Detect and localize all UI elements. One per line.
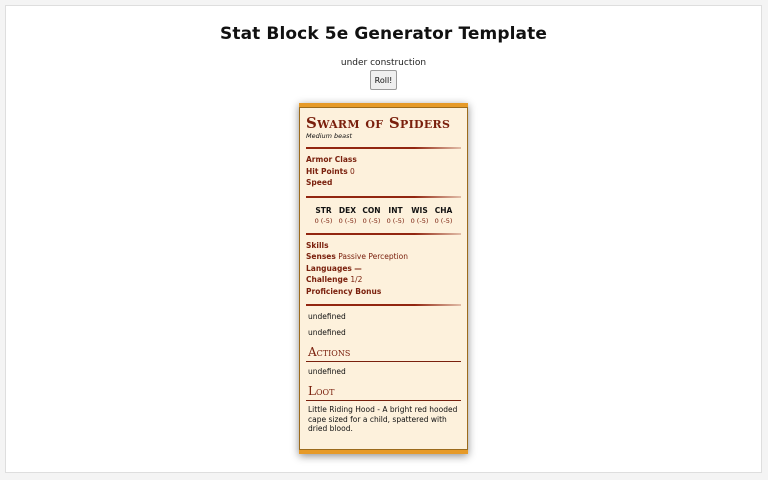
loot-description: Little Riding Hood - A bright red hooded cape sized for a child, spattered with dried blood. <box>308 405 458 433</box>
ability-wis <box>408 206 432 226</box>
divider <box>306 304 461 306</box>
ability-name: CHA <box>434 205 453 215</box>
page-title: Stat Block 5e Generator Template <box>220 24 547 44</box>
speed-label: Speed <box>306 178 333 187</box>
senses-row <box>306 251 461 263</box>
ability-score: 0 (-5) <box>338 216 357 225</box>
creature-name: Swarm of Spiders <box>306 114 451 132</box>
creature-meta: Medium beast <box>306 132 353 140</box>
hit-points-label: Hit Points <box>306 166 348 176</box>
ability-score: 0 (-5) <box>434 216 453 225</box>
ability-score: 0 (-5) <box>410 216 429 225</box>
ability-int <box>384 206 408 226</box>
armor-class-row <box>306 154 461 166</box>
divider <box>306 147 461 149</box>
ability-con <box>360 206 384 226</box>
ability-cha <box>432 206 456 226</box>
loot-rule <box>306 400 461 401</box>
ability-score: 0 (-5) <box>386 216 405 225</box>
proficiency-row <box>306 286 461 298</box>
proficiency-label: Proficiency Bonus <box>306 286 382 296</box>
ability-name: STR <box>315 205 332 215</box>
challenge-value: 1/2 <box>350 275 363 284</box>
hit-points-row <box>306 166 461 178</box>
armor-class-label: Armor Class <box>306 155 357 164</box>
actions-rule <box>306 361 461 362</box>
ability-name: WIS <box>411 205 428 215</box>
languages-label: Languages <box>306 263 352 273</box>
divider <box>306 196 461 198</box>
trait-item: undefined <box>308 328 346 337</box>
trait-item: undefined <box>308 312 346 321</box>
ability-name: INT <box>388 205 403 215</box>
actions-heading: Actions <box>308 345 351 359</box>
roll-button[interactable]: Roll! <box>370 70 397 90</box>
ability-dex <box>336 206 360 226</box>
challenge-label: Challenge <box>306 275 348 284</box>
hit-points-value: 0 <box>350 166 355 176</box>
ability-str <box>312 206 336 226</box>
ability-score: 0 (-5) <box>362 216 381 225</box>
skills-label: Skills <box>306 240 329 250</box>
ability-scores <box>306 203 461 226</box>
loot-heading: Loot <box>308 384 335 398</box>
action-item: undefined <box>308 367 346 376</box>
languages-row <box>306 263 461 275</box>
senses-value: Passive Perception <box>338 252 409 261</box>
ability-score: 0 (-5) <box>314 216 333 225</box>
senses-label: Senses <box>306 252 336 261</box>
page-subtitle: under construction <box>340 58 427 68</box>
speed-row <box>306 177 461 189</box>
skills-row <box>306 240 461 252</box>
ability-name: DEX <box>338 205 357 215</box>
divider <box>306 233 461 235</box>
ability-name: CON <box>362 205 381 215</box>
challenge-row <box>306 274 461 286</box>
languages-value: — <box>354 263 362 273</box>
stat-block <box>299 103 468 454</box>
